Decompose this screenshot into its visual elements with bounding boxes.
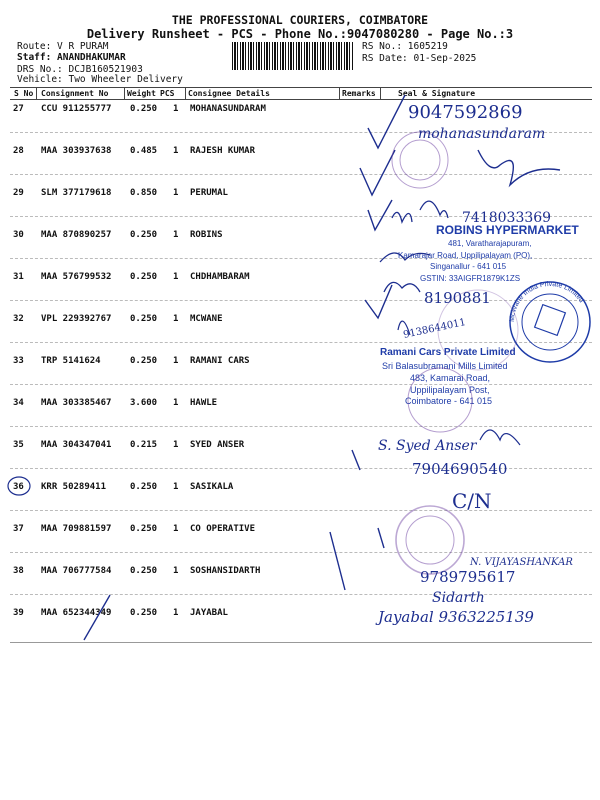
row-consignment-no: MAA 870890257: [41, 230, 112, 240]
row-weight: 0.250: [130, 524, 158, 534]
svg-text:Coimbatore - 641 015: Coimbatore - 641 015: [405, 396, 493, 406]
check-mark-icon: [378, 528, 384, 548]
signature-icon: [420, 201, 448, 218]
row-consignee: SYED ANSER: [190, 440, 245, 450]
company-title: THE PROFESSIONAL COURIERS, COIMBATORE: [171, 13, 429, 27]
row-pcs: 1: [173, 356, 179, 366]
hw-phone: 7418033369: [462, 210, 552, 226]
hw-phone: 7904690540: [412, 460, 508, 478]
check-mark-icon: [352, 450, 360, 470]
row-weight: 0.215: [130, 440, 158, 450]
row-consignee: ROBINS: [190, 230, 223, 240]
svg-text:Sri Balasubramani Mills Limite: Sri Balasubramani Mills Limited: [382, 361, 508, 371]
svg-text:McWane India Private Limited: McWane India Private Limited: [508, 280, 585, 323]
hw-phone: 9138644011: [402, 316, 467, 341]
svg-text:Kamarajar Road, Uppilipalayam: Kamarajar Road, Uppilipalayam (PO),: [398, 251, 533, 260]
vehicle-label: Vehicle: Two Wheeler Delivery: [17, 74, 183, 85]
row-weight: 0.250: [130, 272, 158, 282]
row-weight: 0.250: [130, 104, 158, 114]
row-sno: 36: [13, 482, 24, 492]
svg-text:483, Kamarai Road,: 483, Kamarai Road,: [410, 373, 491, 383]
row-pcs: 1: [173, 524, 179, 534]
row-consignee: JAYABAL: [190, 608, 228, 618]
row-consignment-no: MAA 303937638: [41, 146, 112, 156]
row-sno: 39: [13, 608, 24, 618]
svg-text:Uppilipalayam Post,: Uppilipalayam Post,: [410, 385, 490, 395]
col-header-consignee: Consignee Details: [188, 89, 270, 98]
col-header-weight: Weight: [127, 89, 156, 98]
hw-phone: 9047592869: [408, 102, 523, 123]
row-sno: 30: [13, 230, 24, 240]
hw-name: N. VIJAYASHANKAR: [470, 557, 573, 568]
row-sno: 33: [13, 356, 24, 366]
row-sno: 28: [13, 146, 24, 156]
row-sno: 31: [13, 272, 24, 282]
row-weight: 0.485: [130, 146, 158, 156]
row-weight: 0.250: [130, 230, 158, 240]
row-pcs: 1: [173, 482, 179, 492]
row-consignment-no: MAA 706777584: [41, 566, 112, 576]
row-sno: 29: [13, 188, 24, 198]
row-consignment-no: MAA 303385467: [41, 398, 112, 408]
check-mark-icon: [84, 595, 110, 640]
check-mark-icon: [368, 95, 405, 148]
signature-icon: [392, 212, 412, 222]
circle-mark-36: [8, 477, 30, 495]
row-pcs: 1: [173, 440, 179, 450]
hw-name: mohanasundaram: [418, 126, 546, 142]
row-pcs: 1: [173, 188, 179, 198]
check-mark-icon: [365, 285, 392, 318]
row-consignment-no: MAA 576799532: [41, 272, 112, 282]
col-header-consignment: Consignment No: [41, 89, 109, 98]
hw-sign: Sidarth: [432, 590, 485, 606]
row-pcs: 1: [173, 272, 179, 282]
runsheet-subtitle: Delivery Runsheet - PCS - Phone No.:9047080280 - Page No.:3: [86, 27, 514, 41]
svg-text:Ramani Cars Private Limited: Ramani Cars Private Limited: [380, 347, 516, 358]
signature-icon: [478, 150, 560, 185]
row-pcs: 1: [173, 608, 179, 618]
col-header-sno: S No: [14, 89, 34, 98]
row-sno: 32: [13, 314, 24, 324]
hw-mark: C/N: [452, 489, 492, 513]
check-marks: [84, 95, 405, 640]
hw-phone: 8190881: [424, 289, 491, 307]
row-consignment-no: CCU 911255777: [41, 104, 112, 114]
row-consignment-no: SLM 377179618: [41, 188, 112, 198]
row-consignee: CO OPERATIVE: [190, 524, 256, 534]
row-pcs: 1: [173, 230, 179, 240]
row-pcs: 1: [173, 398, 179, 408]
row-consignment-no: VPL 229392767: [41, 314, 112, 324]
svg-text:Singanallur - 641 015: Singanallur - 641 015: [430, 262, 507, 271]
rs-number: RS No.: 1605219: [362, 41, 448, 52]
row-consignee: SASIKALA: [190, 482, 234, 492]
svg-text:GSTIN: 33AIGFR1879K1ZS: GSTIN: 33AIGFR1879K1ZS: [420, 274, 521, 283]
check-mark-icon: [360, 150, 395, 195]
rs-date: RS Date: 01-Sep-2025: [362, 53, 477, 64]
row-weight: 3.600: [130, 398, 158, 408]
row-consignee: MOHANASUNDARAM: [190, 104, 266, 114]
row-consignment-no: MAA 304347041: [41, 440, 112, 450]
row-sno: 35: [13, 440, 24, 450]
staff-label: Staff: ANANDHAKUMAR: [17, 52, 126, 63]
row-sno: 38: [13, 566, 24, 576]
row-weight: 0.250: [130, 608, 158, 618]
row-consignment-no: MAA 709881597: [41, 524, 112, 534]
row-consignee: MCWANE: [190, 314, 223, 324]
hw-phone: 9789795617: [420, 568, 516, 586]
row-pcs: 1: [173, 566, 179, 576]
robins-hypermarket-stamp: [398, 223, 579, 283]
row-consignee: CHDHAMBARAM: [190, 272, 250, 282]
svg-text:ROBINS HYPERMARKET: ROBINS HYPERMARKET: [436, 223, 579, 237]
row-consignee: SOSHANSIDARTH: [190, 566, 261, 576]
row-consignee: HAWLE: [190, 398, 218, 408]
row-consignment-no: MAA 652344349: [41, 608, 112, 618]
mcwane-round-stamp: [509, 281, 590, 362]
row-weight: 0.250: [130, 314, 158, 324]
signature-icon: [480, 430, 520, 445]
row-sno: 34: [13, 398, 24, 408]
row-pcs: 1: [173, 104, 179, 114]
row-consignee: RAJESH KUMAR: [190, 146, 256, 156]
row-weight: 0.850: [130, 188, 158, 198]
row-weight: 0.250: [130, 482, 158, 492]
row-pcs: 1: [173, 314, 179, 324]
row-weight: 0.250: [130, 356, 158, 366]
drs-number: DRS No.: DCJB160521903: [17, 64, 143, 75]
hw-name: Jayabal 9363225139: [378, 608, 534, 626]
row-consignment-no: TRP 5141624: [41, 356, 101, 366]
row-weight: 0.250: [130, 566, 158, 576]
row-sno: 27: [13, 104, 24, 114]
hw-name: S. Syed Anser: [378, 438, 477, 454]
row-consignment-no: KRR 50289411: [41, 482, 107, 492]
check-mark-icon: [330, 532, 345, 590]
row-pcs: 1: [173, 146, 179, 156]
col-header-seal: Seal & Signature: [398, 89, 476, 98]
row-consignee: PERUMAL: [190, 188, 228, 198]
check-mark-icon: [368, 200, 392, 230]
row-sno: 37: [13, 524, 24, 534]
row-consignee: RAMANI CARS: [190, 356, 250, 366]
col-header-remarks: Remarks: [342, 89, 376, 98]
svg-text:481, Varatharajapuram,: 481, Varatharajapuram,: [448, 239, 532, 248]
route-label: Route: V R PURAM: [17, 41, 109, 52]
col-header-pcs: PCS: [160, 89, 175, 98]
